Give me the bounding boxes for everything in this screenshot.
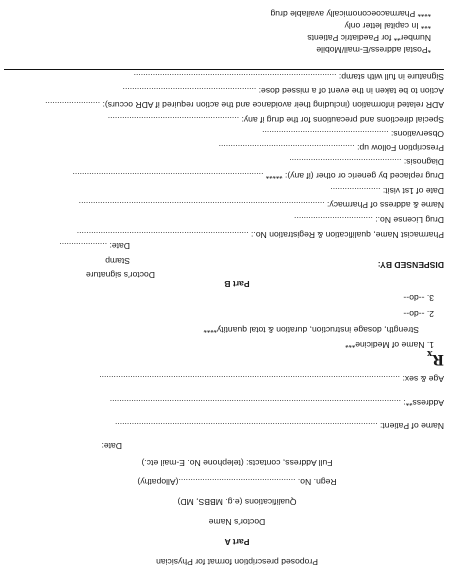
- missed-dose-field: Action to be taken in the event of a missed dose: ........................................................: [122, 86, 444, 96]
- drug-license-field: Drug License No.: .................................: [294, 215, 444, 225]
- observations-field: Observations: .....................................................: [262, 129, 444, 139]
- patient-address-field: Address**: ..........................................................................................................................: [109, 398, 444, 408]
- medicine-item-2: 2. --do--: [403, 309, 434, 319]
- pharmacist-field: Pharmacist Name, qualification & Registration No.: ........................................................................: [76, 230, 444, 240]
- adr-info-field: ADR related information (including their avoidance and the action required if ADR occurs): .......................: [45, 100, 444, 110]
- age-sex-field: Age & sex: ..............................................................................................................................: [99, 374, 444, 384]
- special-directions-field: Special directions and precautions for the drug if any: .......................................................: [107, 115, 444, 125]
- dispensed-by-heading: DISPENSED BY:: [377, 260, 444, 270]
- part-b-heading: Part B: [224, 279, 250, 289]
- footnote-pharmaco: **** Pharmacoeconomically available drug: [270, 9, 431, 19]
- part-a-date-label: Date:: [101, 441, 122, 451]
- doctor-name-field: Doctor's Name: [208, 517, 266, 527]
- first-visit-field: Date of 1st visit: .....................: [330, 186, 444, 196]
- rx-subscript: x: [426, 348, 433, 359]
- document-caption: Proposed prescription format for Physician: [156, 557, 318, 567]
- drug-replaced-field: Drug replaced by generic or other (if any): ***** ................................................................................: [72, 171, 444, 181]
- diagnosis-field: Diagnosis: ...............................................: [289, 157, 444, 167]
- footnote-number: Number** for Paediatric Patients: [307, 33, 431, 43]
- footnote-postal: *Postal address/E-mail/Mobile: [316, 45, 431, 55]
- footnote-capital: *** In capital letter only: [344, 21, 431, 31]
- full-address-field: Full Address, contacts: (telephone No. E-mail etc.): [141, 458, 333, 468]
- rx-letter: R: [432, 351, 444, 367]
- follow-up-field: Prescription Follow up: .........................................................: [218, 143, 444, 153]
- registration-field: Regn. No. .................................................(Allopathy): [137, 477, 337, 487]
- part-b-date-field: Date: ....................: [59, 241, 130, 251]
- medicine-name-field: 1. Name of Medicine***: [345, 340, 434, 350]
- stamp-label: Stamp: [105, 256, 130, 266]
- doctor-signature-label: Doctor's signature: [86, 270, 155, 280]
- patient-name-field: Name of Patient: ..............................................................................................................: [114, 421, 444, 431]
- part-a-heading: Part A: [224, 537, 250, 547]
- signature-stamp-field: Signature in full with stamp: .....................................................................................: [133, 72, 444, 82]
- strength-dosage-field: Strength, dosage instruction, duration & total quantity****: [203, 325, 419, 335]
- qualifications-field: Qualifications (e.g. MBBS, MD): [177, 497, 297, 507]
- medicine-item-3: 3. --do--: [403, 293, 434, 303]
- pharmacy-field: Name & address of Pharmacy: .......................................................................................................: [78, 200, 444, 210]
- section-divider: [4, 69, 444, 70]
